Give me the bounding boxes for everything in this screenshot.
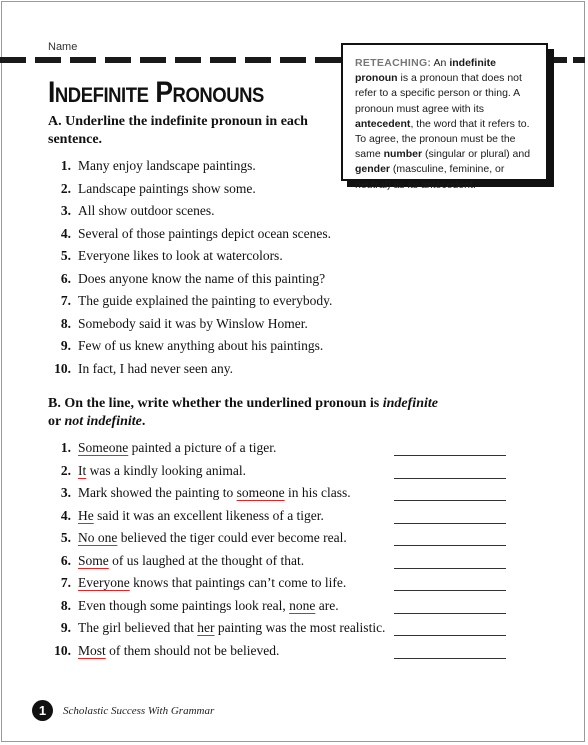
section-a-heading: A. Underline the indefinite pronoun in each sentence. [48, 114, 308, 147]
item-number: 8. [60, 315, 71, 331]
item-number: 8. [60, 597, 71, 613]
item-number: 7. [60, 293, 71, 308]
heading-text: B. On the line, write whether the underlined pronoun is [48, 396, 383, 411]
reteaching-text-segment: (singular or plural) and [422, 148, 531, 161]
name-label: Name [48, 41, 78, 53]
answer-line[interactable] [394, 455, 506, 456]
reteaching-box [341, 43, 548, 191]
item-sentence: Few of us knew anything about his paintings. [78, 338, 324, 353]
item-sentence: Landscape paintings show some. [78, 180, 256, 196]
sentence-text: painted a picture of a tiger. [128, 440, 277, 455]
sentence-text: in his class. [284, 485, 351, 500]
item-sentence: Several of those paintings depict ocean scenes. [78, 225, 332, 241]
heading-emphasis: indefinite [382, 396, 438, 411]
item-sentence [78, 508, 324, 524]
reteaching-term: gender [355, 163, 391, 176]
underlined-pronoun: No one [78, 530, 118, 545]
sentence-text: knows that paintings can’t come to life. [129, 575, 347, 590]
name-dashed-line [0, 57, 345, 63]
underlined-pronoun: someone [236, 485, 285, 500]
section-b-heading [48, 395, 448, 431]
answer-line[interactable] [394, 635, 506, 636]
reteaching-term: number [383, 148, 423, 161]
underlined-pronoun: her [197, 620, 215, 635]
item-number: 4. [60, 225, 71, 241]
item-sentence [78, 485, 351, 501]
heading-text: . [141, 414, 146, 429]
underlined-pronoun: none [289, 597, 316, 613]
reteaching-term: antecedent [355, 117, 411, 130]
item-number: 9. [60, 620, 71, 635]
reteaching-label: RETEACHING: [355, 57, 432, 69]
reteaching-text-segment: (masculine, feminine, or neutral) as its antecedent. [355, 163, 505, 191]
item-number: 2. [60, 180, 71, 196]
item-number: 3. [60, 485, 71, 500]
item-number: 5. [60, 530, 71, 545]
answer-line[interactable] [394, 658, 506, 659]
reteaching-text-segment: , the word that it refers to. To agree, the pronoun must be the same [355, 117, 530, 161]
sentence-text: of them should not be believed. [105, 642, 280, 658]
item-number: 1. [60, 158, 71, 173]
answer-line[interactable] [394, 500, 506, 501]
reteaching-term: indefinite pronoun [355, 57, 496, 85]
sentence-text: are. [315, 597, 339, 613]
sentence-text: was a kindly looking animal. [86, 462, 246, 478]
item-number: 1. [60, 440, 71, 455]
item-number: 4. [60, 507, 71, 523]
book-title: Scholastic Success With Grammar [63, 705, 215, 717]
page-title: Indefinite Pronouns [48, 76, 264, 109]
item-number: 9. [60, 338, 71, 353]
reteaching-text [355, 57, 530, 191]
answer-line[interactable] [394, 590, 506, 591]
item-sentence [78, 553, 304, 569]
reteaching-text-segment: An [431, 57, 450, 69]
heading-emphasis: not indefinite [64, 414, 142, 429]
sentence-text: said it was an excellent likeness of a tiger. [93, 507, 324, 523]
item-sentence: Somebody said it was by Winslow Homer. [78, 315, 308, 331]
item-number: 6. [60, 270, 71, 286]
item-sentence [78, 620, 385, 636]
underlined-pronoun: Someone [78, 440, 129, 455]
underlined-pronoun: It [78, 462, 87, 478]
underlined-pronoun: Everyone [78, 575, 130, 590]
item-sentence: Everyone likes to look at watercolors. [78, 248, 283, 263]
underlined-pronoun: Most [78, 642, 106, 658]
sentence-text: Mark showed the painting to [78, 485, 237, 500]
sentence-text: believed the tiger could ever become real. [117, 530, 347, 545]
item-sentence [78, 598, 339, 614]
sentence-text: painting was the most realistic. [214, 620, 386, 635]
item-sentence: All show outdoor scenes. [78, 203, 215, 218]
reteaching-text-segment: is a pronoun that does not refer to a specific person or thing. A pronoun must agree with its [355, 72, 522, 115]
underlined-pronoun: Some [78, 552, 109, 568]
sentence-text: Even though some paintings look real, [78, 597, 290, 613]
item-sentence: Many enjoy landscape paintings. [78, 158, 256, 173]
answer-line[interactable] [394, 523, 506, 524]
item-number: 10. [54, 360, 71, 376]
item-sentence [78, 440, 276, 456]
answer-line[interactable] [394, 568, 506, 569]
answer-line[interactable] [394, 545, 506, 546]
item-number: 3. [60, 203, 71, 218]
page-number-badge: 1 [32, 700, 53, 721]
item-number: 5. [60, 248, 71, 263]
item-sentence [78, 575, 346, 591]
sentence-text: The girl believed that [78, 620, 198, 635]
underlined-pronoun: He [78, 507, 94, 523]
item-sentence [78, 530, 347, 546]
answer-line[interactable] [394, 613, 506, 614]
item-sentence: In fact, I had never seen any. [78, 360, 234, 376]
item-sentence: Does anyone know the name of this painting? [78, 270, 326, 286]
item-sentence [78, 643, 279, 659]
item-number: 6. [60, 552, 71, 568]
name-dashed-line-end [553, 57, 585, 63]
item-number: 2. [60, 462, 71, 478]
sentence-text: of us laughed at the thought of that. [108, 552, 305, 568]
item-sentence: The guide explained the painting to everybody. [78, 293, 333, 308]
item-number: 7. [60, 575, 71, 590]
item-sentence [78, 463, 246, 479]
answer-line[interactable] [394, 478, 506, 479]
item-number: 10. [54, 642, 71, 658]
heading-text: or [48, 414, 65, 429]
